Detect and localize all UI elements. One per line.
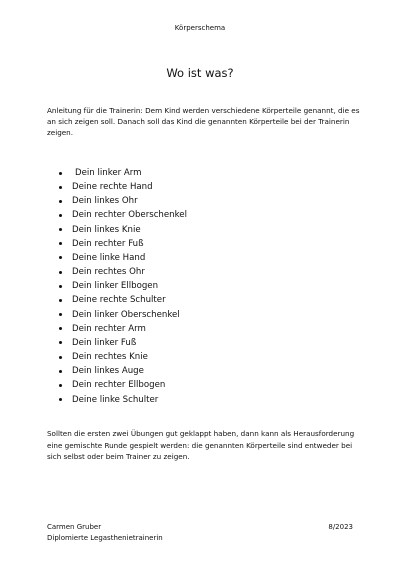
list-item [56, 223, 187, 237]
list-item [56, 208, 187, 222]
list-item [56, 279, 187, 293]
list-item [56, 336, 187, 350]
list-item [56, 166, 187, 180]
list-item-text: Dein linker Fuß [72, 337, 137, 348]
bullet-icon [59, 214, 62, 217]
bullet-icon [59, 384, 62, 387]
list-item-text: Dein rechtes Knie [72, 352, 148, 363]
outro-paragraph: Sollten die ersten zwei Übungen gut geklappt haben, dann kann als Herausforderung eine gemischte Runde gespielt werden: die genannten Körperteile sind entweder bei sich selbst oder beim Trainer zu zeigen. [47, 429, 355, 461]
bullet-icon [59, 370, 62, 373]
list-item-text: Dein linker Ellbogen [72, 281, 159, 292]
list-item-text: Deine linke Hand [72, 252, 146, 263]
bullet-icon [59, 186, 62, 189]
list-item-text: Dein rechter Arm [72, 323, 146, 334]
list-item [56, 378, 187, 392]
list-item-text: Deine rechte Schulter [72, 295, 166, 306]
list-item-text: Deine rechte Hand [72, 182, 153, 193]
bullet-icon [59, 398, 62, 401]
footer-author: Carmen Gruber [47, 523, 102, 531]
bullet-icon [59, 299, 62, 302]
list-item-text: Dein linkes Knie [72, 224, 141, 235]
list-item [56, 308, 187, 322]
list-item-text: Dein rechter Fuß [72, 238, 144, 249]
list-item-text: Dein linkes Ohr [72, 196, 138, 207]
bullet-icon [59, 327, 62, 330]
bullet-icon [59, 285, 62, 288]
list-item [56, 180, 187, 194]
list-item [56, 393, 187, 407]
bullet-icon [59, 228, 62, 231]
bullet-icon [59, 256, 62, 259]
list-item-text: Dein rechter Oberschenkel [72, 210, 187, 221]
bullet-icon [59, 341, 62, 344]
list-item [56, 265, 187, 279]
page-header: Körperschema [174, 24, 226, 32]
list-item [56, 293, 187, 307]
bullet-icon [59, 242, 62, 245]
footer-author-block [47, 522, 163, 544]
list-item-text: Dein linker Oberschenkel [72, 309, 180, 320]
list-item-text: Dein linker Arm [75, 168, 142, 178]
list-item [56, 194, 187, 208]
list-item-text: Dein linkes Auge [72, 366, 144, 377]
body-part-list [56, 166, 187, 407]
bullet-icon [59, 356, 62, 359]
footer-role: Diplomierte Legasthenietrainerin [47, 534, 163, 542]
list-item-text: Deine linke Schulter [72, 394, 159, 405]
bullet-icon [59, 172, 62, 175]
bullet-icon [59, 271, 62, 274]
list-item [56, 322, 187, 336]
list-item-text: Dein rechter Ellbogen [72, 380, 166, 391]
intro-paragraph: Anleitung für die Trainerin: Dem Kind werden verschiedene Körperteile genannt, die es an sich zeigen soll. Danach soll das Kind die genannten Körperteile bei der Trainerin zeigen. [47, 106, 360, 137]
bullet-icon [59, 313, 62, 316]
list-item [56, 364, 187, 378]
list-item [56, 350, 187, 364]
page-title: Wo ist was? [166, 66, 234, 80]
list-item [56, 237, 187, 251]
list-item [56, 251, 187, 265]
bullet-icon [59, 200, 62, 203]
list-item-text: Dein rechtes Ohr [72, 267, 145, 278]
footer-date: 8/2023 [328, 523, 353, 531]
